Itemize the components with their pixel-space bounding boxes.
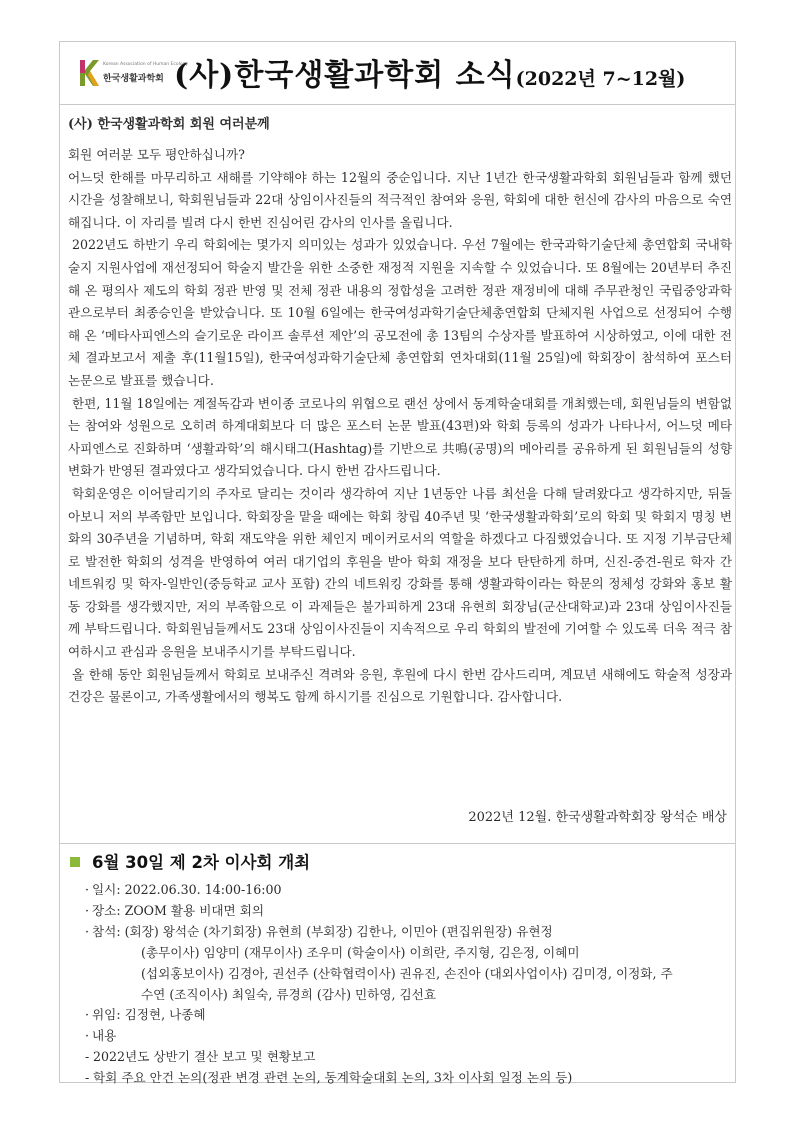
letter-paragraph: 어느덧 한해를 마무리하고 새해를 기약해야 하는 12월의 중순입니다. 지난 1년간 한국생활과학회 회원님들과 함께 했던 시간을 성찰해보니, 학회원님들과 22대 상임이사진들의 적극적인 참여와 응원, 학회에 대한 헌신에 감사의 마음으로 숙연해집니다. 이 자리를 빌려 다시 한번 진심어린 감사의 인사를 올립니다. [68,169,732,230]
bullet-dot-icon: · [85,1028,90,1044]
bullet-dot-icon: · [85,882,90,897]
letter-paragraph: 한편, 11월 18일에는 계절독감과 변이종 코로나의 위협으로 랜선 상에서 동계학술대회를 개최했는데, 회원님들의 변함없는 참여와 성원으로 오히려 하계대회보다 더 많은 포스터 논문 발표(43편)와 학회 등록의 성과가 나타나서, 어느덧 메타 사피엔스로 진화하며 ‘생활과학’의 해시태그(Hashtag)를 기반으로 共鳴(공명)의 메아리를 공유하게 된 회원님들의 성향 변화가 반영된 결과였다고 생각되었습니다. 다시 한번 감사드립니다. [68,395,732,479]
meeting-line [68,922,728,943]
logo-korean-name: 한국생활과학회 [103,74,164,84]
letter-paragraph: 회원 여러분 모두 평안하십니까? [68,147,245,162]
newsletter-page [59,41,736,1086]
bullet-dot-icon: · [85,923,90,939]
section-title [68,850,728,876]
meeting-line [68,1068,728,1089]
section-divider [60,843,735,844]
board-meeting-section [68,850,728,1089]
meeting-line [68,1005,728,1026]
meeting-line-text: 내용 [92,1028,117,1044]
bullet-dot-icon: · [85,902,90,918]
president-letter [68,114,732,709]
newsletter-title [174,50,685,94]
logo-english-name: Korean Association of Human Ecology [103,62,189,67]
society-logo-icon [78,58,100,88]
title-text: (사)한국생활과학회 소식 [174,58,516,93]
dash-bullet-icon: - [85,1049,90,1065]
section-title-text: 6월 30일 제 2차 이사회 개최 [92,853,311,872]
meeting-line-text: 수연 (조직이사) 최일숙, 류경희 (감사) 민하영, 김선효 [141,986,436,1002]
society-logo [78,58,189,92]
bullet-dot-icon: · [85,1007,90,1023]
meeting-line [68,880,728,901]
dash-bullet-icon: - [85,1070,90,1086]
meeting-line-text: (섭외홍보이사) 김경아, 권선주 (산학협력이사) 권유진, 손진아 (대외사업이사) 김미경, 이정화, 주 [141,965,673,981]
meeting-line-text: 2022년도 상반기 결산 보고 및 현황보고 [93,1049,316,1065]
square-bullet-icon [70,857,80,867]
meeting-line-text: 일시: 2022.06.30. 14:00-16:00 [92,882,282,897]
letter-paragraph: 2022년도 하반기 우리 학회에는 몇가지 의미있는 성과가 있었습니다. 우선 7월에는 한국과학기술단체 총연합회 국내학술지 지원사업에 재선정되어 학술지 발간을 위한 소중한 재정적 지원을 지속할 수 있었습니다. 또 8월에는 20년부터 추진해 온 평의사 제도의 학회 정관 반영 및 전체 정관 내용의 정합성을 고려한 정관 재정비에 대해 주무관청인 국립중앙과학관으로부터 최종승인을 받았습니다. 또 10월 6일에는 한국여성과학기술단체총연합회 단체지원 사업으로 선정되어 수행해 온 ‘메타사피엔스의 슬기로운 라이프 솔루션 제안’의 공모전에 총 13팀의 수상자를 발표하여 시상하였고, 이에 대한 전체 결과보고서 제출 후(11월15일), 한국여성과학기술단체 총연합회 연차대회(11월 25일)에 학회장이 참석하여 포스터 논문으로 발표를 했습니다. [68,237,732,388]
meeting-line [68,901,728,922]
meeting-details [68,880,728,1089]
meeting-line [68,1026,728,1047]
meeting-line-text: 참석: (회장) 왕석순 (차기회장) 유현희 (부회장) 김한나, 이민아 (편집위원장) 유현정 [92,923,553,939]
meeting-line [68,1047,728,1068]
letter-greeting: (사) 한국생활과학회 회원 여러분께 [68,117,270,132]
meeting-line [68,985,728,1006]
meeting-line-text: 학회 주요 안건 논의(정관 변경 관련 논의, 동계학술대회 논의, 3차 이사회 일정 논의 등) [93,1070,573,1086]
letter-paragraph: 학회운영은 이어달리기의 주자로 달리는 것이라 생각하여 지난 1년동안 나름 최선을 다해 달려왔다고 생각하지만, 뒤돌아보니 저의 부족함만 보입니다. 학회장을 맡을 때에는 학회 창립 40주년 및 ‘한국생활과학회’로의 학회 및 학회지 명칭 변화의 30주년을 기념하며, 학회 재도약을 위한 체인지 메이커로서의 역할을 하겠다고 다짐했었습니다. 또 지정 기부금단체로 발전한 학회의 성격을 반영하여 여러 대기업의 후원을 받아 학회 재정을 보다 탄탄하게 하며, 신진-중견-원로 학자 간 네트워킹 및 학자-일반인(중등학교 교사 포함) 간의 네트워킹 강화를 통해 생활과학이라는 학문의 정체성 강화와 홍보 활동 강화를 생각했지만, 저의 부족함으로 이 과제들은 불가피하게 23대 유현희 회장님(군산대학교)과 23대 상임이사진들께 부탁드립니다. 학회원님들께서도 23대 상임이사진들이 지속적으로 우리 학회의 발전에 기여할 수 있도록 더욱 적극 참여하시고 관심과 응원을 보내주시기를 부탁드립니다. [68,485,732,660]
newsletter-header [60,42,735,105]
title-period: (2022년 7~12월) [515,68,686,90]
meeting-line-text: 장소: ZOOM 활용 비대면 회의 [92,902,265,918]
letter-signature: 2022년 12월. 한국생활과학회장 왕석순 배상 [468,810,727,825]
meeting-line-text: 위임: 김정현, 나종혜 [92,1007,206,1023]
meeting-line [68,964,728,985]
meeting-line-text: (총무이사) 임양미 (재무이사) 조우미 (학술이사) 이희란, 주지형, 김은정, 이혜미 [141,944,580,960]
letter-paragraph: 올 한해 동안 회원님들께서 학회로 보내주신 격려와 응원, 후원에 다시 한번 감사드리며, 계묘년 새해에도 학술적 성장과 건강은 물론이고, 가족생활에서의 행복도 함께 하시기를 진심으로 기원합니다. 감사합니다. [68,666,732,705]
meeting-line [68,943,728,964]
